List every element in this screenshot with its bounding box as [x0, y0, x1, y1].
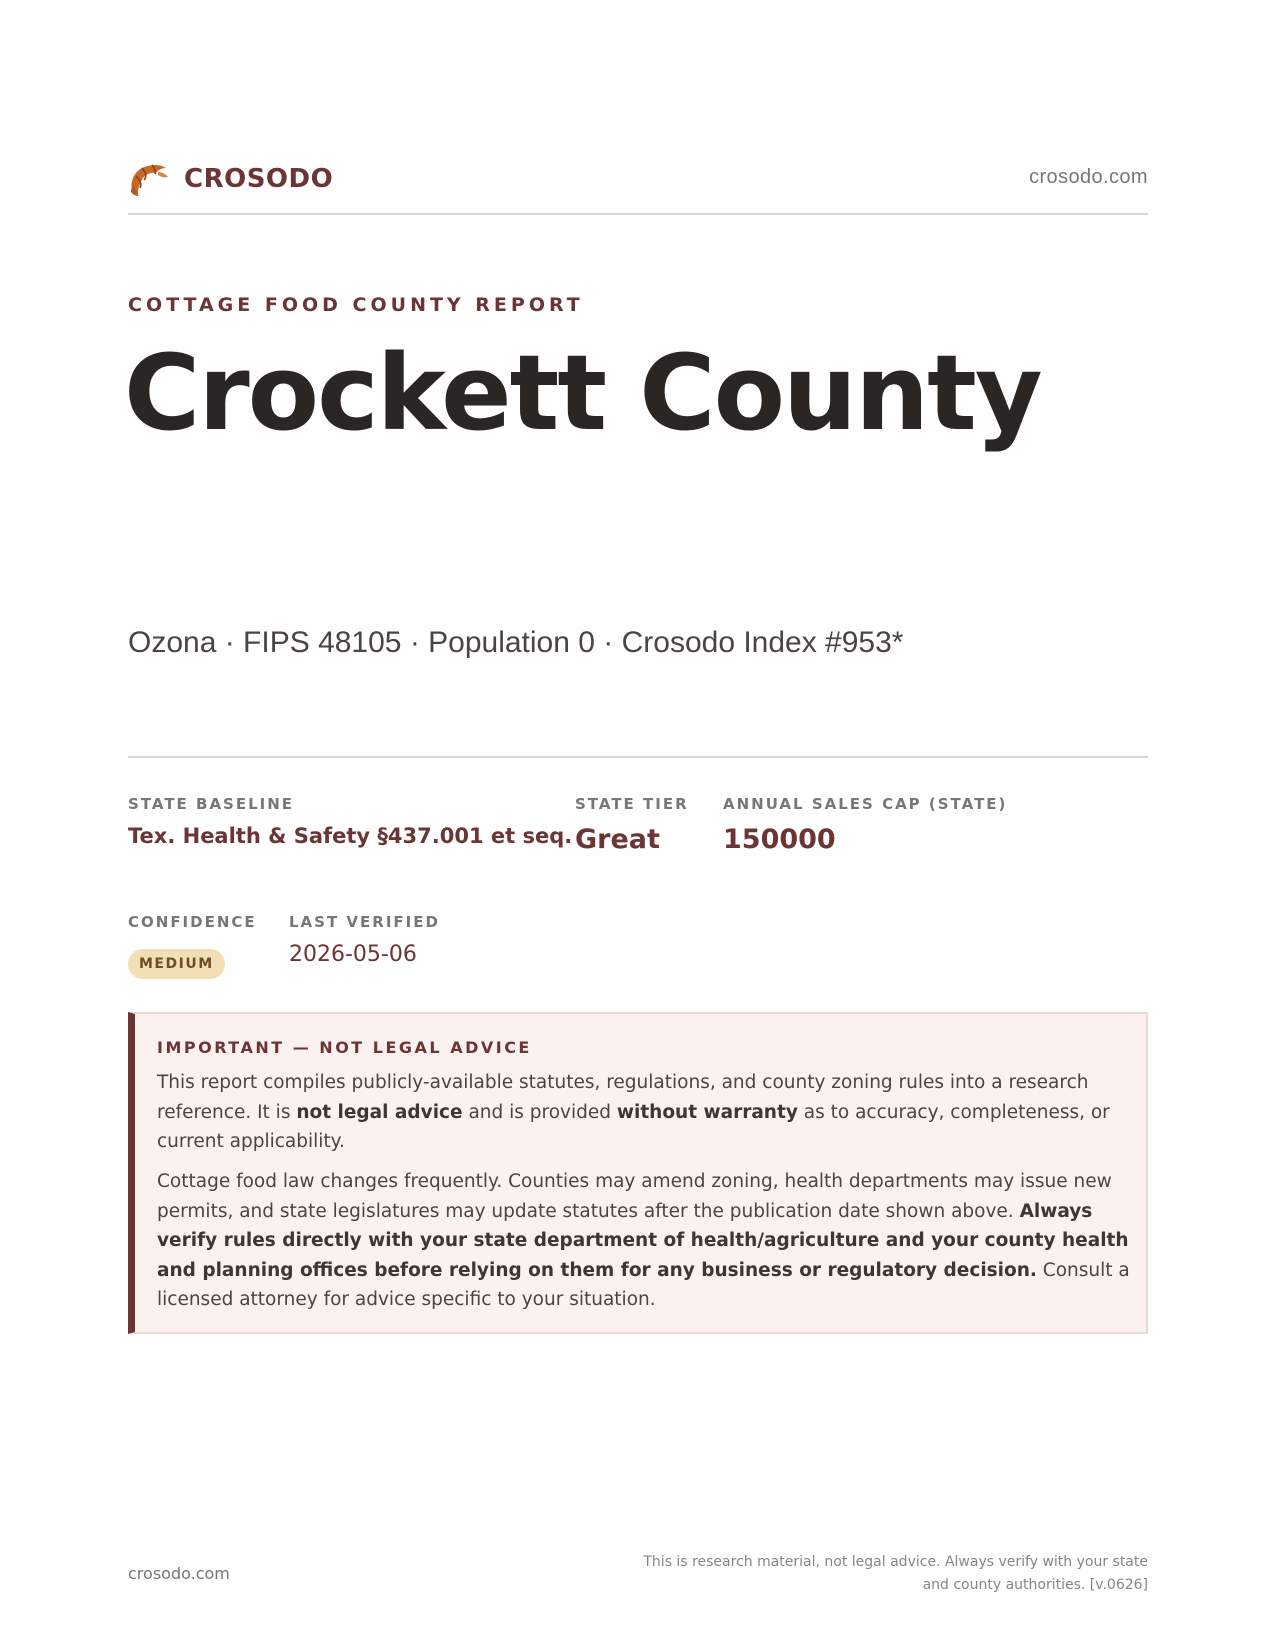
footer-disclaimer [628, 1551, 1148, 1597]
page-header [128, 158, 1148, 206]
section-divider [128, 756, 1148, 758]
sales-cap-label: ANNUAL SALES CAP (STATE) [723, 795, 1008, 813]
sales-cap-value: 150000 [723, 824, 836, 855]
header-divider [128, 213, 1148, 215]
confidence-label: CONFIDENCE [128, 913, 257, 931]
state-baseline-label: STATE BASELINE [128, 795, 295, 813]
callout-title: IMPORTANT — NOT LEGAL ADVICE [157, 1038, 532, 1057]
last-verified-value: 2026-05-06 [289, 942, 417, 967]
callout-paragraph-1: This report compiles publicly-available statutes, regulations, and county zoning rules into a research reference. It is not legal advice and is provided without warranty as to accuracy, completeness, or current applicability. [157, 1072, 1110, 1152]
confidence-badge: MEDIUM [128, 949, 225, 979]
last-verified-label: LAST VERIFIED [289, 913, 440, 931]
croissant-icon [128, 160, 170, 198]
page-title: Crockett County [124, 332, 1041, 454]
brand[interactable] [128, 160, 333, 198]
legal-disclaimer-callout [128, 1012, 1148, 1334]
report-eyebrow: COTTAGE FOOD COUNTY REPORT [128, 294, 584, 316]
footer-disclaimer-line-2: and county authorities. [v.0626] [922, 1577, 1148, 1593]
state-tier-value: Great [575, 824, 660, 855]
callout-paragraph-2: Cottage food law changes frequently. Counties may amend zoning, health departments may issue new permits, and state legislatures may update statutes after the publication date shown above. Always verify rules directly with your state department of health/agriculture and your county health and planning offices before relying on them for any business or regulatory decision. Consult a licensed attorney for advice specific to your situation. [157, 1171, 1130, 1310]
state-tier-label: STATE TIER [575, 795, 689, 813]
page-subtitle: Ozona · FIPS 48105 · Population 0 · Crosodo Index #953* [128, 626, 904, 659]
footer-disclaimer-line-1: This is research material, not legal advice. Always verify with your state [643, 1554, 1148, 1570]
state-baseline-value: Tex. Health & Safety §437.001 et seq. [128, 824, 573, 848]
footer-site-link[interactable]: crosodo.com [128, 1564, 230, 1583]
site-link[interactable]: crosodo.com [1029, 166, 1148, 188]
brand-name: CROSODO [184, 164, 334, 194]
report-page [124, 0, 1148, 1650]
